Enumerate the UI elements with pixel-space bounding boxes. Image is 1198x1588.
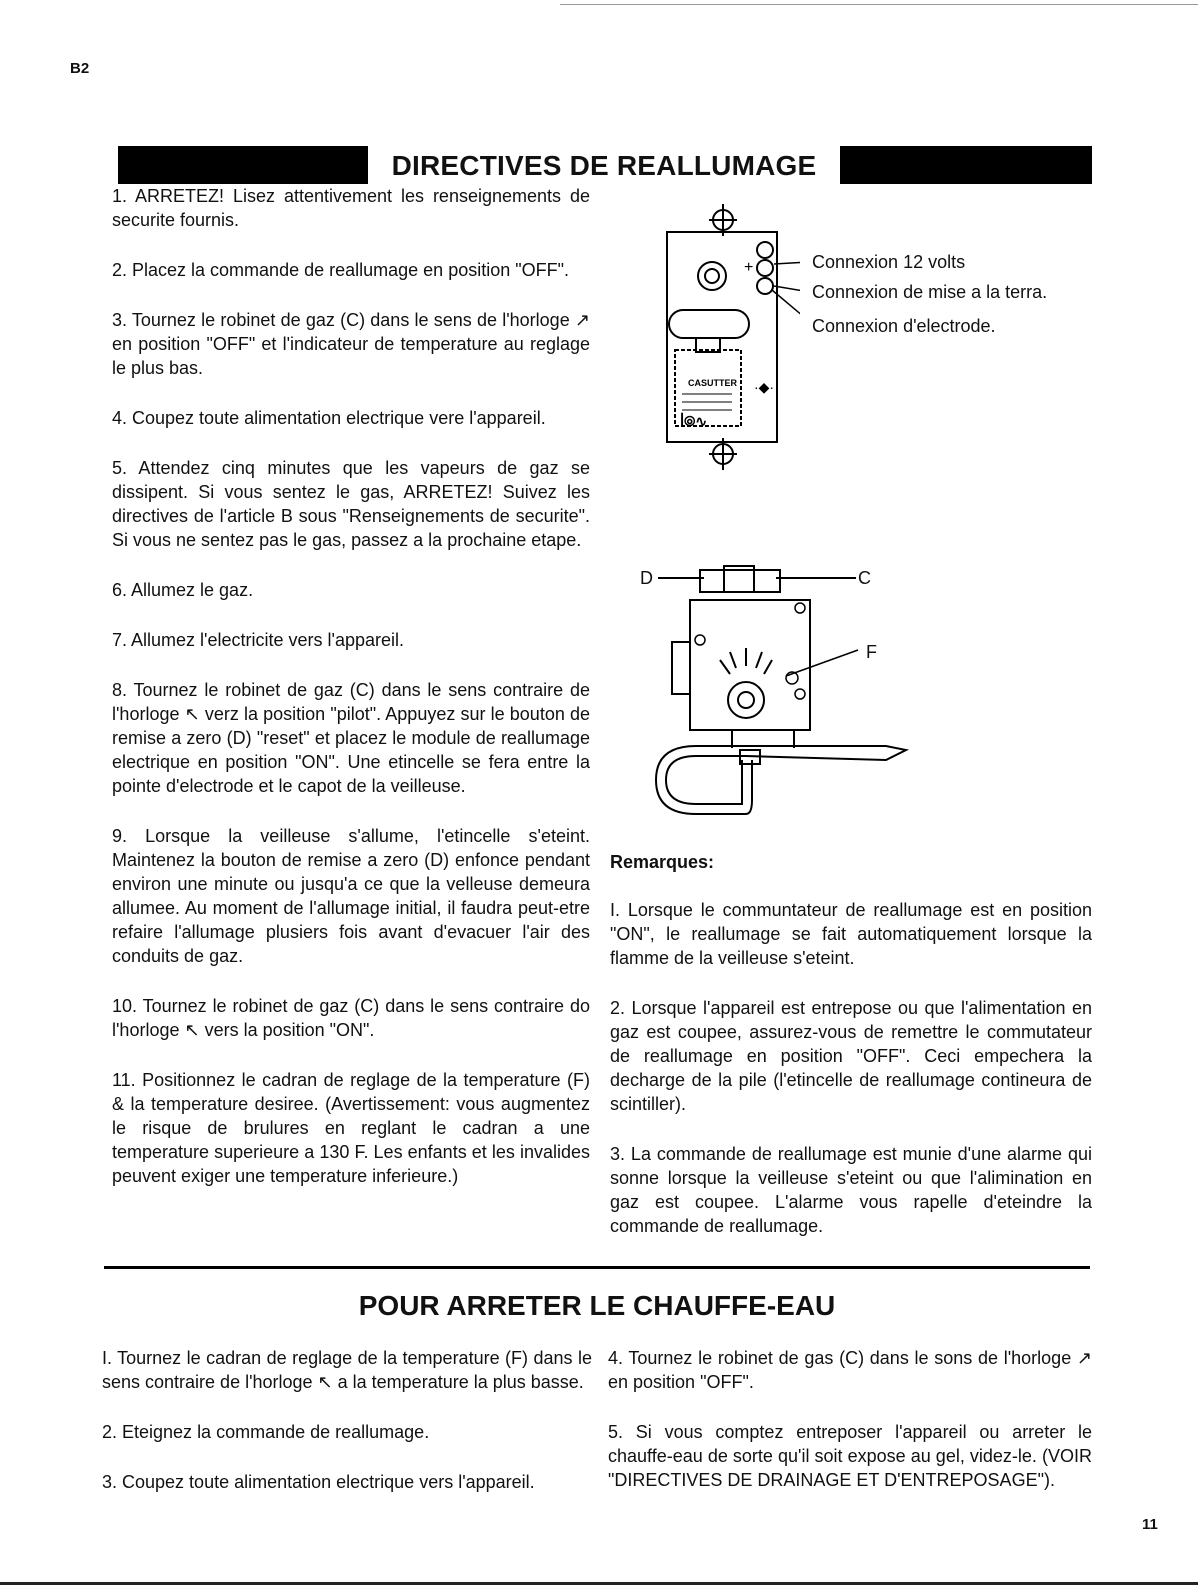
step-5: 5. Attendez cinq minutes que les vapeurs de gaz se dissipent. Si vous sentez le gas, ARRETEZ! Suivez les directives de l'article B sous "Renseignements de securite". Si vous ne sentez pas le gas, passez a la prochaine etape. [112, 458, 590, 550]
relight-module-diagram [660, 200, 800, 470]
relight-steps [112, 184, 590, 1214]
remarks [610, 850, 1092, 1264]
page-number: 11 [1142, 1516, 1158, 1533]
bottom-rule [0, 1582, 1198, 1585]
stop-steps-left [102, 1346, 592, 1520]
label-c: C [858, 568, 871, 588]
step-6: 6. Allumez le gaz. [112, 580, 254, 600]
step-2: 2. Placez la commande de reallumage en position "OFF". [112, 260, 570, 280]
step-7: 7. Allumez l'electricite vers l'appareil. [112, 630, 404, 650]
stop-step-1: I. Tournez le cadran de reglage de la temperature (F) dans le sens contraire de l'horloge ↖ a la temperature la plus basse. [102, 1348, 592, 1392]
label-f: F [866, 642, 877, 662]
section-title: DIRECTIVES DE REALLUMAGE [391, 150, 817, 181]
step-4: 4. Coupez toute alimentation electrique vere l'appareil. [112, 408, 546, 428]
remark-3: 3. La commande de reallumage est munie d'une alarme qui sonne lorsque la veilleuse s'eteint ou que l'alimination en gaz est coupee. L'alarme vous rapelle d'eteindre la commande de reallumage. [610, 1144, 1092, 1236]
stop-step-5: 5. Si vous comptez entreposer l'appareil ou arreter le chauffe-eau de sorte qu'il soit expose au gel, videz-le. (VOIR "DIRECTIVES DE DRAINAGE ET D'ENTREPOSAGE"). [608, 1422, 1092, 1490]
gas-valve-diagram [636, 560, 916, 830]
label-12-volts: Connexion 12 volts [812, 252, 966, 272]
svg-text:+: + [744, 259, 754, 276]
label-d: D [640, 568, 653, 588]
title-bar-right [840, 146, 1092, 184]
step-10: 10. Tournez le robinet de gaz (C) dans le sens contraire do l'horloge ↖ vers la position "ON". [112, 996, 590, 1040]
top-rule [560, 4, 1198, 5]
stop-step-2: 2. Eteignez la commande de reallumage. [102, 1422, 430, 1442]
title-bar-left [118, 146, 368, 184]
svg-text:·◆·: ·◆· [754, 379, 775, 395]
label-ground: Connexion de mise a la terra. [812, 282, 1048, 302]
module-brand-text: CASUTTER [688, 378, 737, 388]
stop-step-3: 3. Coupez toute alimentation electrique vers l'appareil. [102, 1472, 535, 1492]
page-label: B2 [70, 60, 90, 77]
stop-steps-right [608, 1346, 1092, 1518]
label-electrode: Connexion d'electrode. [812, 316, 996, 336]
svg-text:ꟾ⦾∿: ꟾ⦾∿ [680, 413, 708, 429]
step-8: 8. Tournez le robinet de gaz (C) dans le sens contraire de l'horloge ↖ verz la position "pilot". Appuyez sur le bouton de remise a zero (D) "reset" et placez le module de reallumage electrique en position "ON". Une etincelle se fera entre la pointe d'electrode et le capot de la veilleuse. [112, 680, 590, 796]
stop-step-4: 4. Tournez le robinet de gas (C) dans le sons de l'horloge ↗ en position "OFF". [608, 1348, 1092, 1392]
step-3: 3. Tournez le robinet de gaz (C) dans le sens de l'horloge ↗ en position "OFF" et l'indicateur de temperature au reglage le plus bas. [112, 310, 590, 378]
remark-2: 2. Lorsque l'appareil est entrepose ou que l'alimentation en gaz est coupee, assurez-vous de remettre le commutateur de reallumage en position "OFF". Ceci empechera la decharge de la pile (l'etincelle de reallumage contineura de scintiller). [610, 998, 1092, 1114]
remarks-title: Remarques: [610, 852, 715, 872]
section-divider [104, 1266, 1090, 1269]
step-9: 9. Lorsque la veilleuse s'allume, l'etincelle s'eteint. Maintenez la bouton de remise a zero (D) enfonce pendant environ une minute ou jusqu'a ce que la velleuse demeura allumee. Au moment de l'allumage initial, il faudra peut-etre refaire l'allumage plusiers fois avant d'evacuer l'air des conduits de gaz. [112, 826, 590, 966]
step-11: 11. Positionnez le cadran de reglage de la temperature (F) & la temperature desiree. (Avertissement: vous augmentez le risque de brulures en reglant le cadran a une temperature superieure a 130 F. Les enfants et les invalides peuvent exiger une temperature inferieure.) [112, 1070, 590, 1186]
stop-heater-title: POUR ARRETER LE CHAUFFE-EAU [358, 1290, 836, 1321]
step-1: 1. ARRETEZ! Lisez attentivement les renseignements de securite fournis. [112, 186, 590, 230]
remark-1: I. Lorsque le communtateur de reallumage est en position "ON", le reallumage se fait automatiquement lorsque la flamme de la veilleuse s'eteint. [610, 900, 1092, 968]
